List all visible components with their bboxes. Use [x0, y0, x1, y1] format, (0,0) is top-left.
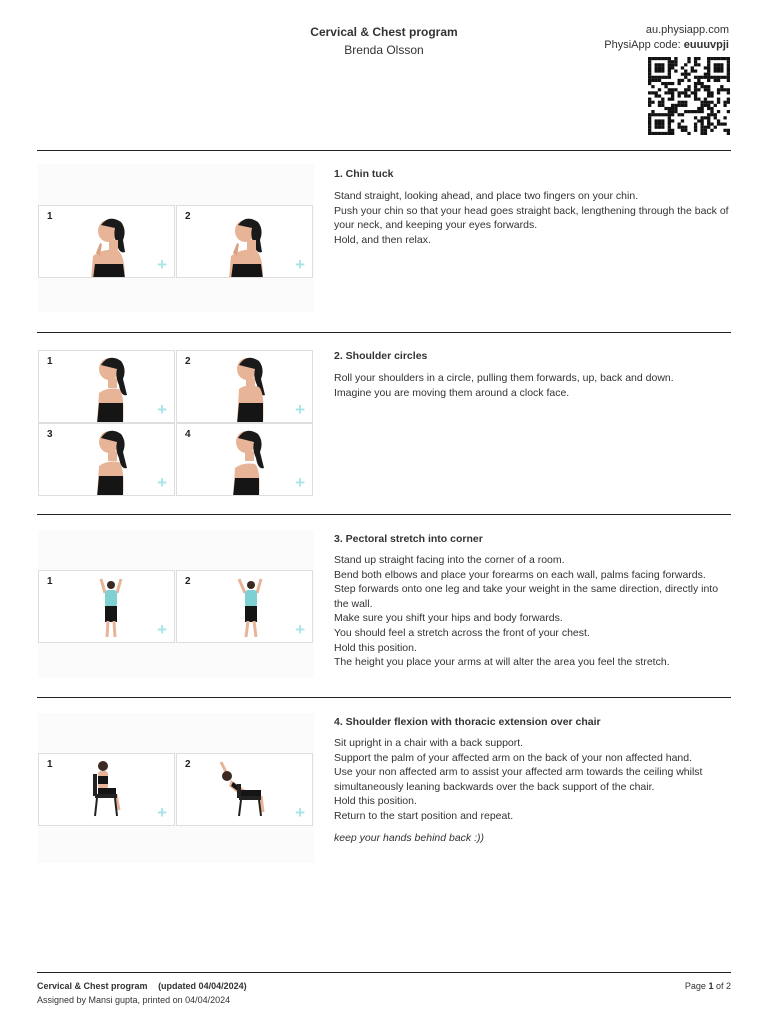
instruction-line: Return to the start position and repeat. — [334, 809, 514, 822]
frame-number: 2 — [185, 576, 191, 587]
exercise-title: 3. Pectoral stretch into corner — [334, 533, 483, 545]
exercise-note: keep your hands behind back :)) — [334, 832, 485, 844]
program-title: Cervical & Chest program — [310, 25, 458, 39]
plus-icon[interactable]: + — [295, 620, 305, 639]
footer-assigned: Assigned by Mansi gupta, printed on 04/04/2024 — [37, 995, 231, 1005]
exercise-frame[interactable] — [176, 205, 313, 278]
plus-icon[interactable]: + — [157, 400, 167, 419]
plus-icon[interactable]: + — [157, 620, 167, 639]
instruction-line: Use your non affected arm to assist your affected arm towards the ceiling whilst simultaneously leaning backwards over the back support of the chair. — [334, 766, 703, 793]
page-current: 1 — [708, 981, 714, 991]
physiapp-info — [604, 23, 729, 53]
instruction-line: Stand up straight facing into the corner of a room. — [334, 554, 565, 566]
exercise-4-images — [38, 713, 314, 863]
instruction-line: Hold, and then relax. — [334, 233, 431, 246]
plus-icon[interactable]: + — [295, 400, 305, 419]
exercise-instructions — [334, 371, 734, 400]
woman-side-shoulder-circles-figure — [177, 424, 313, 496]
instruction-line: Hold this position. — [334, 795, 417, 808]
exercise-instructions — [334, 736, 734, 824]
instruction-line: Imagine you are moving them around a clock face. — [334, 386, 570, 399]
plus-icon[interactable]: + — [295, 803, 305, 822]
exercise-3 — [0, 514, 768, 697]
exercise-frame[interactable] — [176, 753, 313, 826]
instruction-line: Sit upright in a chair with a back support. — [334, 737, 524, 749]
instruction-line: Support the palm of your affected arm on the back of your non affected hand. — [334, 751, 693, 764]
frame-number: 1 — [47, 211, 53, 222]
footer-divider — [37, 972, 731, 973]
exercise-frame[interactable] — [176, 350, 313, 423]
frame-number: 2 — [185, 759, 191, 770]
instruction-line: Hold this position. — [334, 641, 417, 654]
exercise-title: 2. Shoulder circles — [334, 350, 428, 362]
instruction-line: Roll your shoulders in a circle, pulling them forwards, up, back and down. — [334, 372, 674, 384]
instruction-line: Step forwards onto one leg and take your weight in the same direction, directly into the wall. — [334, 583, 719, 610]
exercise-frame[interactable] — [38, 350, 175, 423]
plus-icon[interactable]: + — [157, 255, 167, 274]
exercise-2-images — [38, 350, 314, 498]
woman-side-shoulder-circles-figure — [39, 424, 175, 496]
exercise-title: 1. Chin tuck — [334, 168, 394, 180]
frame-number: 2 — [185, 356, 191, 367]
woman-profile-chin-tuck-figure — [39, 206, 175, 278]
woman-seated-chair-figure — [39, 754, 175, 826]
plus-icon[interactable]: + — [157, 803, 167, 822]
plus-icon[interactable]: + — [295, 473, 305, 492]
plus-icon[interactable]: + — [157, 473, 167, 492]
page-total: of 2 — [715, 981, 731, 991]
instruction-line: The height you place your arms at will alter the area you feel the stretch. — [334, 656, 670, 669]
page-header — [0, 0, 768, 150]
site-url[interactable]: au.physiapp.com — [645, 24, 729, 36]
woman-seated-extension-figure — [177, 754, 313, 826]
woman-pectoral-stretch-figure — [39, 571, 175, 643]
exercise-frame[interactable] — [38, 423, 175, 496]
exercise-4 — [0, 697, 768, 877]
exercise-1-images — [38, 164, 314, 312]
exercise-frame[interactable] — [176, 570, 313, 643]
plus-icon[interactable]: + — [295, 255, 305, 274]
exercise-title: 4. Shoulder flexion with thoracic extension over chair — [334, 716, 601, 728]
woman-profile-chin-tuck-figure — [177, 206, 313, 278]
page-label: Page — [684, 981, 706, 991]
frame-number: 1 — [47, 759, 53, 770]
patient-name: Brenda Olsson — [344, 43, 424, 57]
instruction-line: You should feel a stretch across the front of your chest. — [334, 626, 590, 639]
footer-program — [37, 981, 247, 991]
physiapp-code-line — [604, 38, 729, 53]
physiapp-code: euuuvpji — [683, 39, 729, 51]
woman-side-shoulder-circles-figure — [39, 351, 175, 423]
footer-program-title: Cervical & Chest program — [37, 981, 148, 991]
frame-number: 1 — [47, 356, 53, 367]
exercise-frame[interactable] — [38, 753, 175, 826]
exercise-2 — [0, 332, 768, 514]
exercise-instructions — [334, 553, 734, 670]
instruction-line: Bend both elbows and place your forearms on each wall, palms facing forwards. — [334, 568, 706, 581]
qr-code-icon — [648, 57, 730, 135]
woman-side-shoulder-circles-figure — [177, 351, 313, 423]
exercise-frame[interactable] — [38, 570, 175, 643]
exercise-1 — [0, 150, 768, 332]
footer-updated: (updated 04/04/2024) — [158, 981, 247, 991]
page-indicator — [685, 981, 731, 991]
frame-number: 1 — [47, 576, 53, 587]
instruction-line: Make sure you shift your hips and body forwards. — [334, 612, 563, 625]
woman-pectoral-stretch-figure — [177, 571, 313, 643]
exercise-frame[interactable] — [38, 205, 175, 278]
frame-number: 2 — [185, 211, 191, 222]
frame-number: 3 — [47, 429, 53, 440]
frame-number: 4 — [185, 429, 191, 440]
code-label: PhysiApp code: — [604, 39, 681, 51]
instruction-line: Stand straight, looking ahead, and place two fingers on your chin. — [334, 190, 639, 202]
exercise-3-images — [38, 530, 314, 678]
exercise-instructions — [334, 189, 734, 247]
instruction-line: Push your chin so that your head goes straight back, lengthening through the back of your neck, and keeping your eyes forwards. — [334, 204, 729, 232]
exercise-frame[interactable] — [176, 423, 313, 496]
